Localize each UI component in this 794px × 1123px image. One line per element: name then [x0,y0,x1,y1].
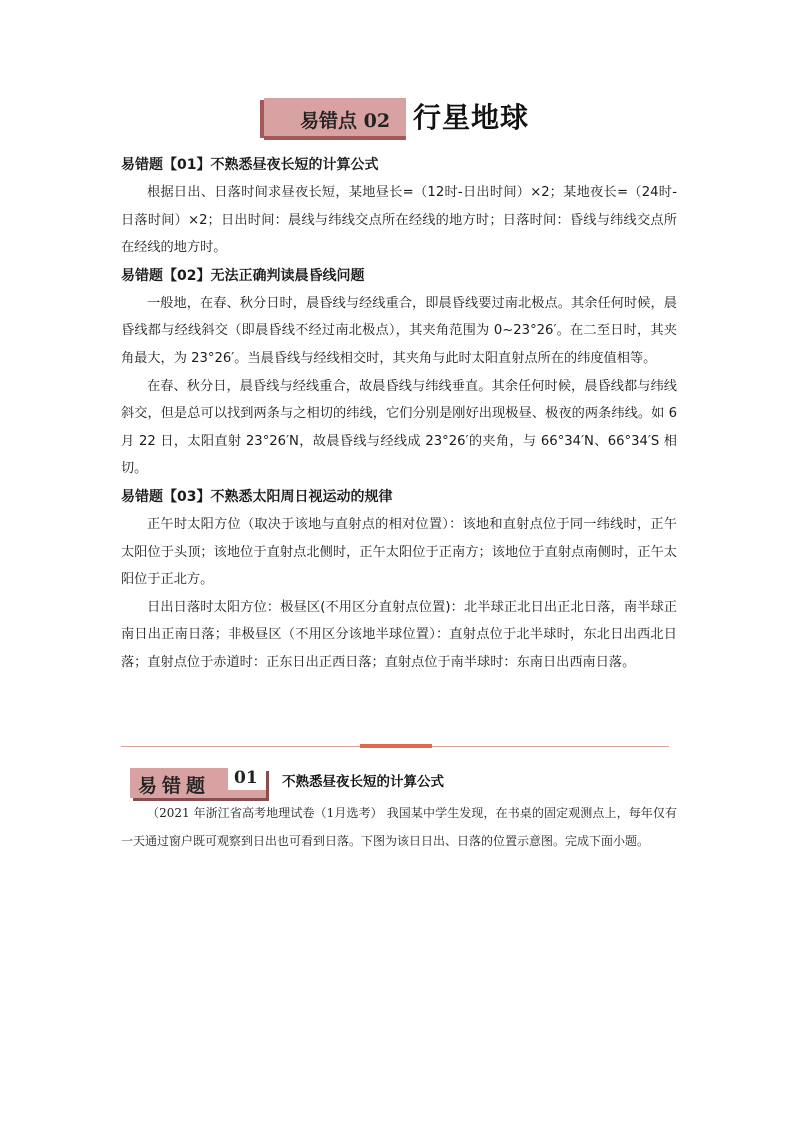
section-2-paragraph-1: 一般地，在春、秋分日时，晨昏线与经线重合，即晨昏线要过南北极点。其余任何时候，晨昏线都与经线斜交（即晨昏线不经过南北极点），其夹角范围为 0~23°26′。在二至日时，其夹角最大，为 23°26′。当晨昏线与经线相交时，其夹角与此时太阳直射点所在的纬度值相等。 [121,295,677,366]
section-heading-2: 易错题【02】无法正确判读晨昏线问题 [121,267,365,284]
question-title: 不熟悉昼夜长短的计算公式 [282,774,444,790]
section-heading-1: 易错题【01】不熟悉昼夜长短的计算公式 [121,157,379,173]
section-3-paragraph-1: 正午时太阳方位（取决于该地与直射点的相对位置）：该地和直射点位于同一纬线时，正午太阳位于头顶；该地位于直射点北侧时，正午太阳位于正南方；该地位于直射点南侧时，正午太阳位于正北方。 [121,516,677,588]
notes-content [121,151,677,677]
badge-number: 01 [234,768,258,788]
section-label: 易错点 02 [300,110,391,132]
section-2-paragraph-2: 在春、秋分日，晨昏线与经线重合，故晨昏线与纬线垂直。其余任何时候，晨昏线都与纬线斜交，但是总可以找到两条与之相切的纬线，它们分别是刚好出现极昼、极夜的两条纬线。如 6 月 22 日，太阳直射 23°26′N，故晨昏线与经线成 23°26′的夹角，与 66°34′N、66°34′S 相切。 [121,378,677,477]
question-text: （2021 年浙江省高考地理试卷（1月选考） 我国某中学生发现，在书桌的固定观测点上，每年仅有一天通过窗户既可观察到日出也可看到日落。下图为该日日出、日落的位置示意图。完成下面小题。 [121,806,677,848]
badge-word: 易错题 [138,775,211,797]
section-1-paragraph-1: 根据日出、日落时间求昼夜长短，某地昼长=（12时-日出时间）×2；某地夜长=（24时-日落时间）×2；日出时间：晨线与纬线交点所在经线的地方时；日落时间：昏线与纬线交点所在经线的地方时。 [121,185,677,256]
section-3-paragraph-2: 日出日落时太阳方位：极昼区(不用区分直射点位置)：北半球正北日出正北日落，南半球正南日出正南日落；非极昼区（不用区分该地半球位置）：直射点位于北半球时，东北日出西北日落；直射点位于赤道时：正东日出正西日落；直射点位于南半球时：东南日出西南日落。 [121,599,677,670]
question-badge [130,768,268,798]
divider-accent [360,744,432,748]
section-heading-3: 易错题【03】不熟悉太阳周日视运动的规律 [121,488,393,505]
page-title: 行星地球 [413,101,530,134]
